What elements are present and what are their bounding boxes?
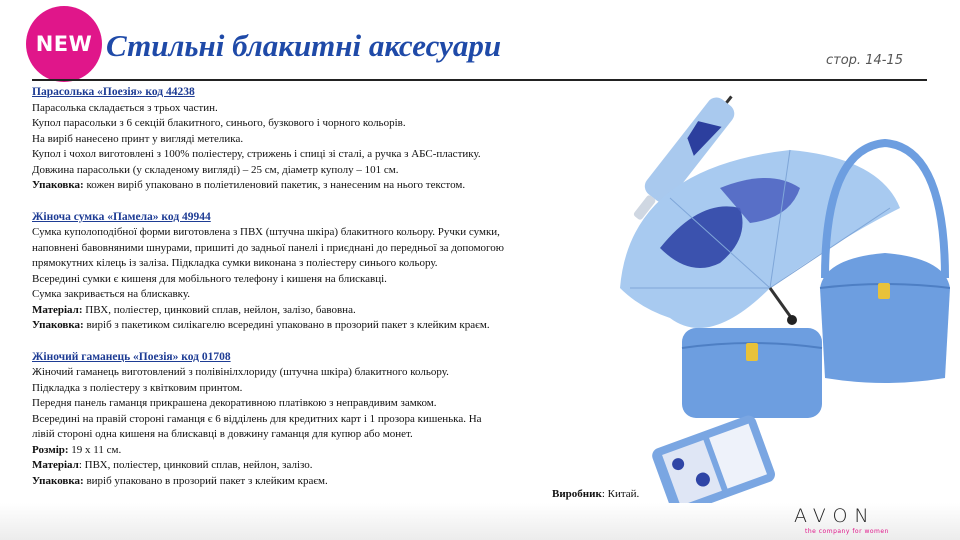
brand-logo: AVON (794, 505, 876, 527)
size-value: 19 х 11 см. (68, 443, 122, 456)
umbrella-line: Купол парасольки з 6 секцій блакитного, синього, бузкового і чорного кольорів. (32, 117, 406, 129)
bag-line: Всередині сумки є кишеня для мобільного телефону і кишеня на блискавці. (32, 272, 387, 285)
material-label: Матеріал (32, 459, 79, 471)
open-wallet-image (650, 413, 777, 516)
bag-line: прямокутних кілець із заліза. Підкладка сумки виконана з поліестеру синього кольору. (32, 257, 438, 269)
bag-material (32, 303, 622, 319)
material-value: : ПВХ, поліестер, цинковий сплав, нейлон, залізо. (78, 459, 313, 471)
wallet-line: Підкладка з поліестеру з квітковим принтом. (32, 381, 243, 394)
new-badge (26, 6, 102, 82)
size-label: Розмір: (32, 443, 69, 456)
wallet-line: Жіночий гаманець виготовлений з полівінілхлориду (штучна шкіра) блакитного кольору. (32, 366, 449, 378)
wallet-section-title: Жіночий гаманець «Поезія» код 01708 (32, 350, 231, 363)
umbrella-line: Парасолька складається з трьох частин. (32, 101, 218, 114)
umbrella-line: Купол і чохол виготовлені з 100% поліестеру, стрижень і спиці зі сталі, а ручка з АБС-пластику. (32, 148, 481, 160)
umbrella-section-title: Парасолька «Поезія» код 44238 (32, 86, 195, 98)
wallet-image (682, 328, 822, 418)
page-title: Стильні блакитні аксесуари (106, 28, 502, 63)
packaging-value: кожен виріб упаковано в поліетиленовий пакетик, з нанесеним на нього текстом. (83, 179, 466, 191)
bag-line: Сумка куполоподібної форми виготовлена з ПВХ (штучна шкіра) блакитного кольору. Ручки сумки, (32, 226, 500, 238)
material-value: ПВХ, поліестер, цинковий сплав, нейлон, залізо, бавовна. (82, 303, 356, 316)
bag-packaging (32, 318, 622, 334)
wallet-line: Всередині на правій стороні гаманця є 6 відділень для кредитних карт і 1 прозора кишенька. На (32, 412, 482, 425)
product-descriptions (32, 85, 622, 489)
packaging-value: виріб упаковано в прозорий пакет з клейким краєм. (83, 474, 328, 487)
umbrella-line: На виріб нанесено принт у вигляді метелика. (32, 132, 244, 145)
bag-line: Сумка закривається на блискавку. (32, 288, 191, 300)
page-reference: стор. 14-15 (826, 53, 903, 68)
packaging-label: Упаковка: (32, 474, 84, 487)
packaging-label: Упаковка: (32, 179, 84, 191)
wallet-packaging (32, 474, 622, 490)
brand-tagline: the company for women (805, 528, 889, 535)
wallet-size (32, 443, 622, 459)
producer-value: : Китай. (601, 488, 640, 500)
packaging-value: виріб з пакетиком силікагелю всередині упаковано в прозорий пакет з клейким краєм. (83, 319, 490, 331)
wallet-line: Передня панель гаманця прикрашена декоративною платівкою з неправдивим замком. (32, 397, 437, 409)
header-divider (32, 79, 927, 81)
product-photos (600, 88, 950, 518)
new-badge-label: NEW (35, 32, 93, 56)
wallet-line: лівій стороні одна кишеня на блискавці в довжину гаманця для купюр або монет. (32, 428, 413, 440)
packaging-label: Упаковка: (32, 319, 84, 331)
umbrella-line: Довжина парасольки (у складеному вигляді) – 25 см, діаметр куполу – 101 см. (32, 163, 399, 176)
umbrella-packaging (32, 178, 622, 194)
bag-line: наповнені бавовняними шнурами, пришиті до задньої панелі і приєднані до передньої за допомогою (32, 241, 505, 254)
producer-label: Виробник (552, 488, 602, 500)
handbag-image (820, 143, 950, 383)
bag-section-title: Жіноча сумка «Памела» код 49944 (32, 210, 211, 223)
material-label: Матеріал: (32, 303, 83, 316)
wallet-material (32, 458, 622, 474)
